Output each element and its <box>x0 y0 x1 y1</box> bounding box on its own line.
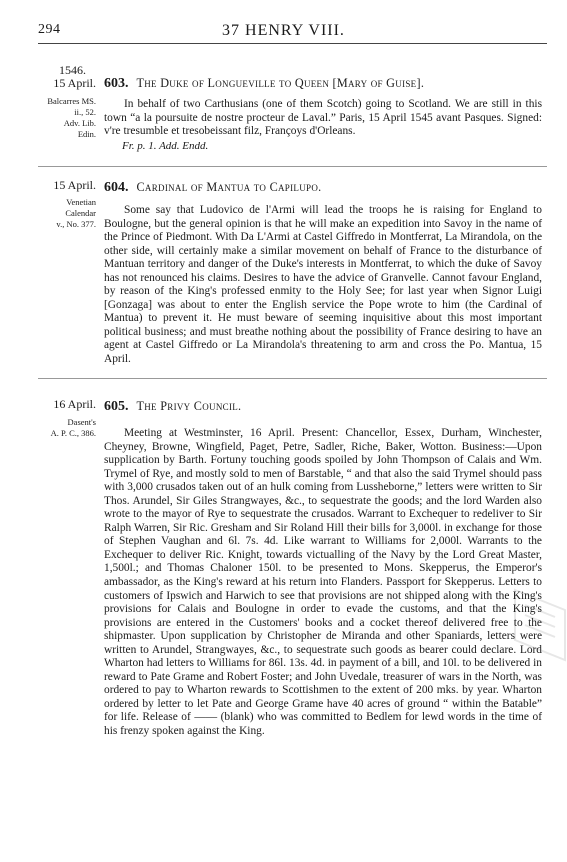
section-rule <box>38 378 547 379</box>
entry-note: Fr. p. 1. Add. Endd. <box>122 139 209 152</box>
entry-number: 603. <box>104 76 129 91</box>
section-rule <box>38 166 547 167</box>
entry-text: Some say that Ludovico de l'Armi will lead the troops he is raising for England to Boulogne, but the general opinion is that he will make an expedition into Savoy in the name of the Prince of Piedmont. With Da L'Armi at Castel Giffredo in Montferrat, La Mirandola, on the other side, will certainly make a similar movement on behalf of France to the disturbance of Mantuan territory and danger of the Duke's interests in Montferrat, to which the duke of Savoy has not renounced his claims. Desires to have the advice of Granvelle. Cannot favour England, by reason of the King's professed enmity to the Holy See; for last year when Signor Luigi [Gonzaga] was about to enter the English service the Pope wrote to him (the Cardinal of Mantua) to prevent it. He must beware of seeming inquisitive about this most important political business; and must breathe nothing about the possibility of France desiring to have an agent at Castel Giffredo or La Mirandola's threatening to arm and cross the Po. Mantua, 15 April. <box>104 204 542 366</box>
running-title: 37 HENRY VIII. <box>222 22 345 39</box>
entry-margin <box>38 179 96 229</box>
entry-body <box>104 75 542 153</box>
source-line: Venetian <box>66 197 96 207</box>
entry-number: 605. <box>104 399 129 414</box>
source-line: ii., 52. <box>74 107 96 117</box>
source-line: Calendar <box>65 208 96 218</box>
source-line: v., No. 377. <box>56 219 96 229</box>
header-rule <box>38 43 547 44</box>
entry-text: Meeting at Westminster, 16 April. Present: Chancellor, Essex, Durham, Winchester, Cheyney, Browne, Wingfield, Paget, Petre, Sadler, Riche, Baker, Wotton. Business:—Upon supplication by Barth. Fortuny touching goods spoiled by John Thompson of Calais and Wm. Trymel of Rye, and mostly sold to men of Barstable, “ and that also the said Trymel should pass with 3,000 crusados taken out of an hulk coming from Lussheborne,” letters were written to Sir Thos. Arundel, Sir Giles Strangwayes, &c., to sequestrate the goods; and the lord Warden also wrote to the mayor of Rye to sequestrate the crusados. Warrant to Exchequer to redeliver to Sir Ralph Warren, Sir Ric. Gresham and Sir Roland Hill their bills for 3,000l. in exchange for those of Stephen Vaughan and 6l. 7s. 4d. Like warrant to Williams for 2,000l. Warrants to the Exchequer to deliver Ric. Knight, towards victualling of the Navy by the Lord Great Master, 1,500l.; and Thomas Chaloner 150l. to be presented to Mons. Skepperus, the Emperor's ambassador, as the King's reward at his return into Flanders. Passport for Skepperus. Letters to customers of Ipswich and Harwich to see that provisions are not shipped along with the King's provisions for Calais and Boulogne in order to evade the customs, and that the King's provisions are entered in the Customers' books and a cocket thereof delivered free to the shipmaster. Upon supplication by Christopher de Miranda and other Spaniards, letters were written to Arundel, Strangwayes, &c., to sequestrate such goods as bearer could declare. Lord Wharton had letters to Williams for 86l. 13s. 4d. in payment of a bill, and 10l. to be delivered in reward to Pate Grame and Robert Foster; and John Uvedale, treasurer of wars in the North, was ordered to pay to Wharton rewards to Scottishmen to the extent of 200 mks. by year. Wharton ordered by letter to let Pate and George Grame have 40 acres of ground “ within the Batable” for life. Release of —— (blank) who was committed to Bedlem for lewd words in the time of his frenzy spoken against the King. <box>104 427 542 738</box>
entry-margin <box>38 64 96 139</box>
source-line: Balcarres MS. <box>47 96 96 106</box>
entry-margin <box>38 398 96 438</box>
entry-text: In behalf of two Carthusians (one of them Scotch) going to Scotland. We are still in this town “a la poursuite de nostre procteur de Laval.” Paris, 15 April 1545 avant Pasques. Signed: v're tresumble et tresobeissant filz, Françoys d'Orleans. <box>104 98 542 138</box>
source-line: Dasent's <box>67 417 96 427</box>
entry-heading-line <box>104 75 542 92</box>
entry-date: 16 April. <box>53 397 96 411</box>
entry-heading: The Duke of Longueville to Queen [Mary of Guise]. <box>136 76 425 90</box>
entry-heading-line <box>104 179 542 196</box>
source-line: Edin. <box>77 129 96 139</box>
library-stamp-icon <box>505 580 567 670</box>
entry-year: 1546. <box>59 63 86 77</box>
entry-body <box>104 179 542 367</box>
running-header <box>0 22 567 42</box>
entry-body <box>104 398 542 739</box>
page-number: 294 <box>38 22 61 37</box>
entry-heading-line <box>104 398 542 415</box>
source-line: A. P. C., 386. <box>50 428 96 438</box>
source-line: Adv. Lib. <box>63 118 96 128</box>
entry-date: 15 April. <box>53 76 96 90</box>
entry-number: 604. <box>104 180 129 195</box>
entry-heading: The Privy Council. <box>136 399 242 413</box>
entry-heading: Cardinal of Mantua to Capilupo. <box>136 180 322 194</box>
entry-date: 15 April. <box>53 178 96 192</box>
